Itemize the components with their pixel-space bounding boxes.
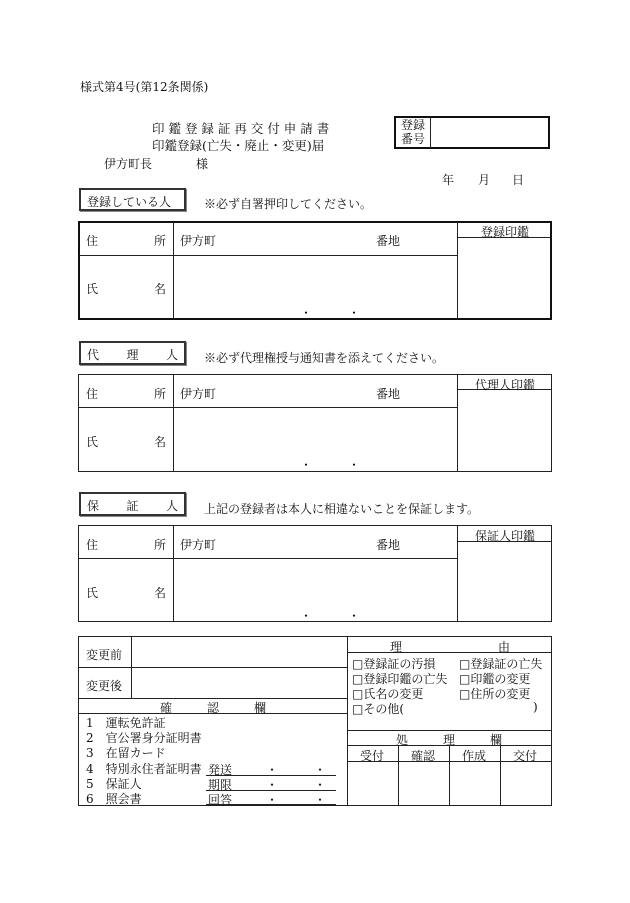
registration-number-label: 登録 番号 [401,118,426,146]
addressee-honorific: 様 [196,157,209,171]
date-year-label: 年 [442,173,455,187]
guarantor-address-field[interactable] [222,530,372,554]
agent-town: 伊方町 [180,387,217,401]
guarantor-note: 上記の登録者は本人に相違ないことを保証します。 [204,502,480,516]
confirm-header: 確 認 欄 [160,701,266,715]
form-title-2: 印鑑登録(亡失・廃止・変更)届 [152,138,325,153]
reason-checkbox-address-change[interactable]: □住所の変更 [459,687,531,701]
processing-create-field[interactable] [451,763,498,803]
guarantor-address-label: 住 所 [86,538,166,552]
date-day-label: 日 [512,173,525,187]
reason-checkbox-soiled[interactable]: □登録証の汚損 [352,657,436,671]
reason-checkbox-name-change[interactable]: □氏名の変更 [352,687,424,701]
registrant-banchi: 番地 [376,234,401,248]
guarantor-birthdate-dots: ・ ・ [300,609,361,623]
confirm-item: 2 官公署身分証明書 [86,731,202,746]
processing-col-issue: 交付 [513,749,538,763]
reason-other-close: ) [533,700,538,714]
registrant-note: ※必ず自署押印してください。 [204,197,373,211]
reason-checkbox-other[interactable]: □その他( [352,702,405,716]
form-title-1: 印 鑑 登 録 証 再 交 付 申 請 書 [152,121,330,136]
change-before-label: 変更前 [86,648,123,662]
confirm-item: 1 運転免許証 [86,716,166,730]
reply-dots: ・ ・ [266,793,327,807]
agent-name-label: 氏 名 [86,435,166,449]
agent-section-label: 代 理 人 [79,341,186,365]
registrant-seal-field[interactable] [460,240,550,318]
processing-reception-field[interactable] [349,763,396,803]
processing-col-create: 作成 [462,749,487,763]
confirm-item: 5 保証人 [86,776,142,791]
processing-confirm-field[interactable] [400,763,447,803]
processing-col-reception: 受付 [360,749,385,763]
guarantor-name-label: 氏 名 [86,586,166,600]
confirm-item: 3 在留カード [86,746,166,761]
change-after-label: 変更後 [86,679,123,693]
processing-issue-field[interactable] [502,763,549,803]
processing-header: 処 理 欄 [396,733,502,747]
registrant-birthdate-dots: ・ ・ [300,306,361,320]
registrant-name-label: 氏 名 [86,282,166,296]
reason-checkbox-card-lost[interactable]: □登録証の亡失 [459,657,543,671]
confirm-item: 4 特別永住者証明書 [86,761,202,776]
guarantor-banchi: 番地 [376,538,401,552]
reason-checkbox-seal-change[interactable]: □印鑑の変更 [459,672,531,686]
agent-seal-field[interactable] [460,392,550,470]
registrant-name-field[interactable] [176,258,454,300]
deadline-label: 期限 [208,778,233,792]
dispatch-dots: ・ ・ [266,763,327,777]
guarantor-seal-field[interactable] [460,544,550,620]
reason-header: 理 由 [390,640,510,654]
dispatch-label: 発送 [208,763,233,777]
deadline-dots: ・ ・ [266,778,327,792]
processing-col-confirm: 確認 [411,749,436,763]
date-month-label: 月 [478,173,491,187]
agent-seal-label: 代理人印鑑 [475,378,536,392]
registrant-section-label: 登録している人 [79,188,186,211]
guarantor-section-label: 保 証 人 [79,492,186,516]
registrant-seal-label: 登録印鑑 [481,225,530,239]
confirm-item: 6 照会書 [86,792,142,807]
registrant-address-field[interactable] [222,226,372,250]
confirm-items-list [86,716,202,807]
addressee: 伊方町長 [104,157,153,171]
reason-other-field[interactable] [418,700,530,714]
change-after-field[interactable] [134,671,344,695]
form-number: 様式第4号(第12条関係) [80,80,209,94]
agent-name-field[interactable] [176,410,454,452]
registration-number-field[interactable] [432,119,548,147]
registrant-town: 伊方町 [180,234,217,248]
change-before-field[interactable] [134,640,344,664]
agent-address-label: 住 所 [86,387,166,401]
agent-banchi: 番地 [376,387,401,401]
agent-note: ※必ず代理権授与通知書を添えてください。 [204,351,445,365]
guarantor-town: 伊方町 [180,538,217,552]
guarantor-name-field[interactable] [176,561,454,603]
agent-address-field[interactable] [222,379,372,403]
agent-birthdate-dots: ・ ・ [300,458,361,472]
guarantor-seal-label: 保証人印鑑 [475,529,536,543]
registrant-address-label: 住 所 [86,234,166,248]
reason-checkbox-seal-lost[interactable]: □登録印鑑の亡失 [352,672,448,686]
reply-label: 回答 [208,793,233,807]
